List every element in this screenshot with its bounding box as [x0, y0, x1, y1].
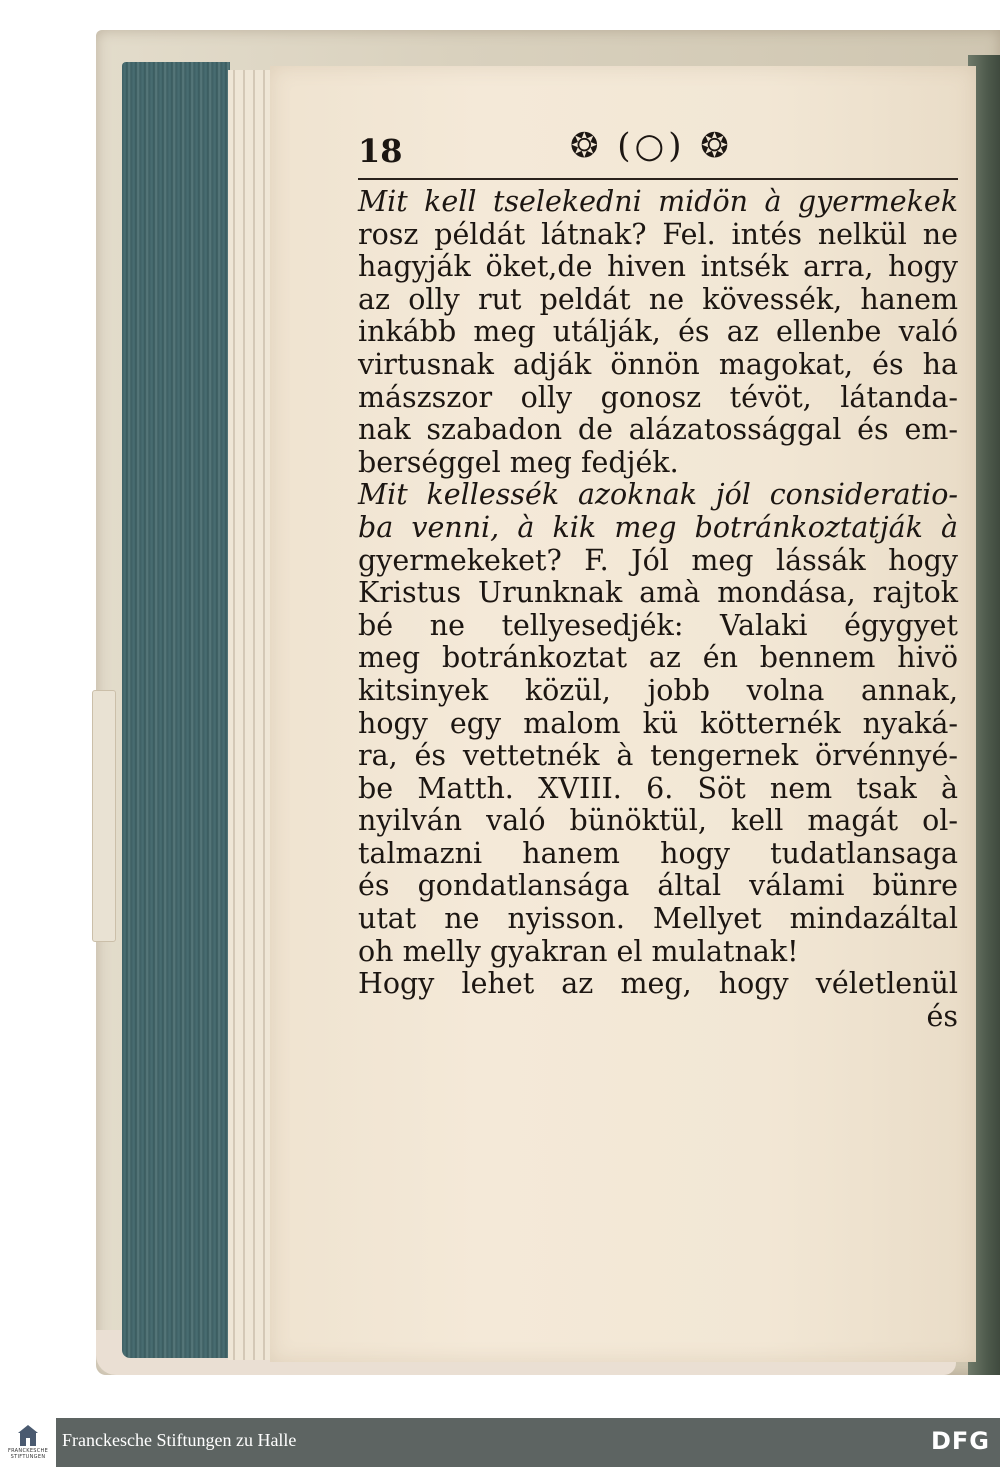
text-line: bé ne tellyesedjék: Valaki égygyet — [358, 608, 958, 642]
page-body — [358, 186, 958, 1033]
viewer-footer-bar — [0, 1418, 1000, 1467]
text-line: nak szabadon de alázatossággal és em- — [358, 413, 958, 447]
text-line: gyermekeket? F. Jól meg lássák hogy — [358, 543, 958, 577]
header-rule — [358, 178, 958, 180]
text-line: hogy egy malom kü kötternék nyaká- — [358, 706, 958, 740]
bookmark-slip — [92, 690, 116, 942]
text-line: hagyják öket,de hiven intsék arra, hogy — [358, 250, 958, 284]
text-line: mászszor olly gonosz tévöt, látanda- — [358, 380, 958, 414]
institution-logo-lettering: FRANCKESCHE STIFTUNGEN — [7, 1448, 49, 1460]
text-line: ba venni, à kik meg botránkoztatják à — [358, 510, 958, 544]
page-text-block — [358, 126, 958, 1033]
text-line: be Matth. XVIII. 6. Söt nem tsak à — [358, 771, 958, 805]
text-line: rosz példát látnak? Fel. intés nelkül ne — [358, 217, 958, 251]
building-logo-icon — [18, 1424, 38, 1446]
text-line: Hogy lehet az meg, hogy véletlenül — [358, 967, 958, 1001]
text-line: ra, és vettetnék à tengernek örvénnyé- — [358, 739, 958, 773]
dfg-logo: DFG — [930, 1427, 990, 1455]
text-line: Kristus Urunknak amà mondása, rajtok — [358, 576, 958, 610]
text-line: Mit kell tselekedni midön à gyermekek — [358, 185, 958, 218]
text-line: talmazni hanem hogy tudatlansaga — [358, 836, 958, 870]
text-line: nyilván való bünöktül, kell magát ol- — [358, 804, 958, 838]
text-line: berséggel meg fedjék. — [358, 445, 679, 479]
text-line: utat ne nyisson. Mellyet mindazáltal — [358, 902, 958, 936]
institution-name: Franckesche Stiftungen zu Halle — [62, 1430, 297, 1450]
text-line: oh melly gyakran el mulatnak! — [358, 934, 799, 968]
text-line: virtusnak adják önnön magokat, és ha — [358, 347, 958, 381]
text-line: meg botránkoztat az én bennem hivö — [358, 641, 958, 675]
text-line: és gondatlansága által válami bünre — [358, 869, 958, 903]
header-ornament: ❂ (○) ❂ — [570, 126, 733, 166]
text-line: és — [926, 999, 958, 1033]
page-edges-colored — [122, 62, 230, 1358]
text-line: az olly rut peldát ne kövessék, hanem — [358, 282, 958, 316]
page-number: 18 — [358, 132, 403, 170]
text-line: Mit kellessék azoknak jól consideratio- — [358, 478, 958, 512]
institution-logo — [0, 1418, 56, 1467]
page-header — [358, 126, 958, 186]
text-line: kitsinyek közül, jobb volna annak, — [358, 673, 958, 707]
text-line: inkább meg utálják, és az ellenbe való — [358, 315, 958, 349]
